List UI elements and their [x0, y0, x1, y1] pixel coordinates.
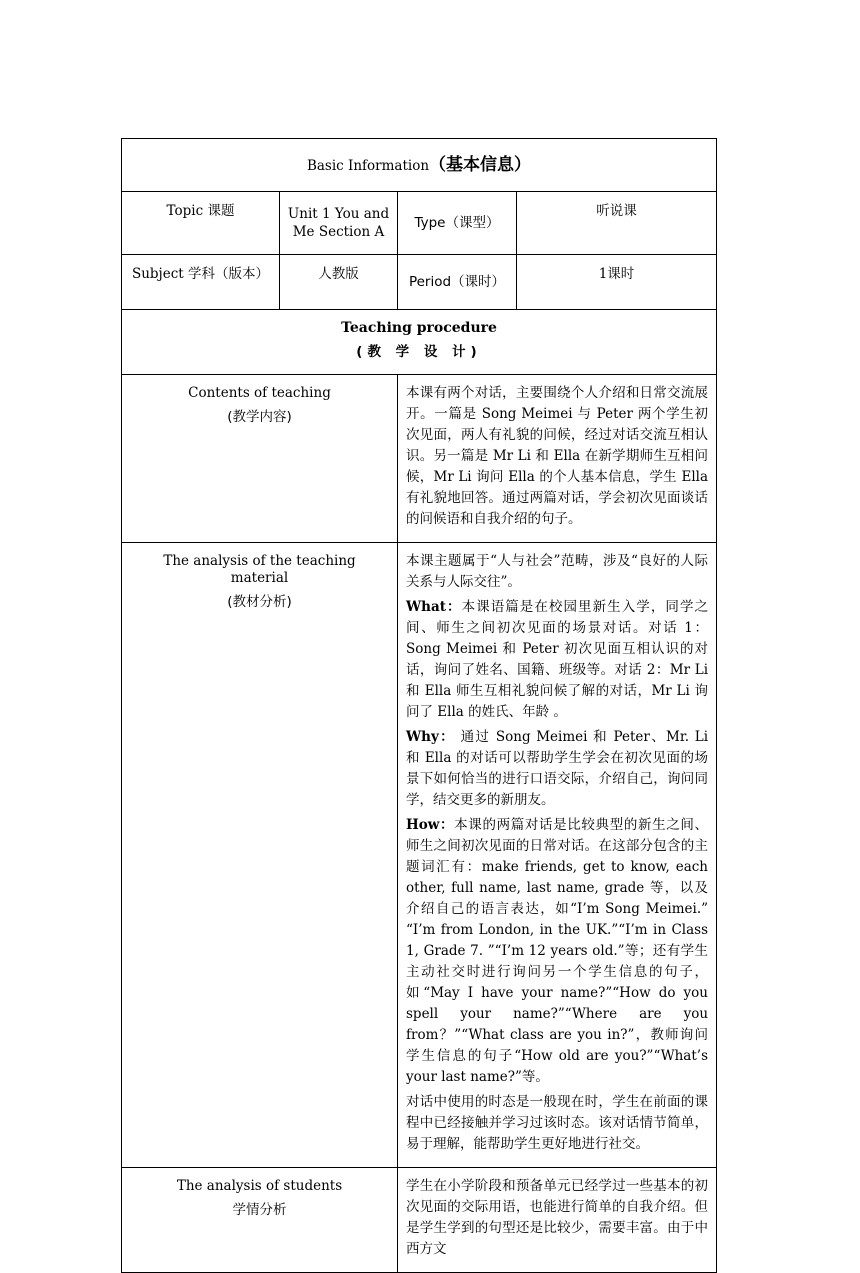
material-paragraph-3: [406, 727, 708, 811]
students-label-cn: 学情分析: [232, 1202, 287, 1218]
students-label-en: The analysis of students: [176, 1178, 343, 1194]
subject-label: Subject 学科（版本）: [122, 255, 280, 310]
material-paragraph-4: [406, 815, 708, 1088]
material-label-cn: (教材分析): [227, 594, 292, 610]
what-heading: What：: [406, 599, 462, 615]
why-heading: Why：: [406, 729, 455, 745]
material-paragraph-5: 对话中使用的时态是一般现在时，学生在前面的课程中已经接触并学习过该时态。该对话情节简单，易于理解，能帮助学生更好地进行社交。: [406, 1094, 709, 1152]
students-label-cell: [122, 1168, 398, 1273]
period-value: 1课时: [517, 255, 717, 310]
material-label-cell: [122, 543, 398, 1168]
students-body-cell: [398, 1168, 717, 1273]
material-body-cell: [398, 543, 717, 1168]
contents-label-cn: (教学内容): [227, 409, 292, 425]
type-value: 听说课: [517, 192, 717, 255]
how-text: 本课的两篇对话是比较典型的新生之间、师生之间初次见面的日常对话。在这部分包含的主题词汇有：make friends, get to know, each other, full name, last name, grade 等，以及介绍自己的语言表达，如“I’m Song Meimei.” “I’m from London, in the UK.”“I’m in Class 1, Grade 7. ”“I’m 12 years old.”等；还有学生主动社交时进行询问另一个学生信息的句子，如“May I have your name?”“How do you spell your name?”“Where are you from？”“What class are you in?”，教师询问学生信息的句子“How old are you?”“What’s your last name?”等。: [406, 817, 709, 1085]
lesson-plan-sheet: [121, 138, 716, 1273]
contents-body-cell: [398, 375, 717, 543]
material-label-en: The analysis of the teaching material: [163, 553, 356, 586]
material-paragraph-1: 本课主题属于“人与社会”范畴，涉及“良好的人际关系与人际交往”。: [406, 553, 709, 590]
students-text: 学生在小学阶段和预备单元已经学过一些基本的初次见面的交际用语，也能进行简单的自我介绍。但是学生学到的句型还是比较少，需要丰富。由于中西方文: [406, 1178, 709, 1257]
basic-info-title: [122, 139, 717, 192]
period-label: Period（课时）: [398, 255, 517, 310]
procedure-title-cn: (教 学 设 计): [356, 344, 482, 360]
material-paragraph-2: [406, 597, 708, 723]
contents-label-en: Contents of teaching: [188, 385, 331, 401]
type-label: Type（课型）: [398, 192, 517, 255]
title-en: Basic Information: [306, 157, 430, 174]
lesson-plan-table: [121, 138, 717, 1273]
teaching-procedure-header: [122, 310, 717, 375]
title-cn: （基本信息）: [429, 154, 532, 175]
procedure-title-en: Teaching procedure: [341, 320, 497, 336]
why-text: 通过 Song Meimei 和 Peter、Mr. Li 和 Ella 的对话可以帮助学生学会在初次见面的场景下如何恰当的进行口语交际，介绍自己，询问同学，结交更多的新朋友。: [406, 729, 709, 808]
contents-label-cell: [122, 375, 398, 543]
how-heading: How：: [406, 817, 455, 833]
contents-text: 本课有两个对话，主要围绕个人介绍和日常交流展开。一篇是 Song Meimei 与 Peter 两个学生初次见面，两人有礼貌的问候，经过对话交流互相认识。另一篇是 Mr Li 和 Ella 在新学期师生互相问候，Mr Li 询问 Ella 的个人基本信息，学生 Ella 有礼貌地回答。通过两篇对话，学会初次见面谈话的问候语和自我介绍的句子。: [406, 385, 709, 527]
topic-value: Unit 1 You and Me Section A: [280, 192, 398, 255]
what-text: 本课语篇是在校园里新生入学，同学之间、师生之间初次见面的场景对话。对话 1：Song Meimei 和 Peter 初次见面互相认识的对话，询问了姓名、国籍、班级等。对话 2：Mr Li 和 Ella 师生互相礼貌问候了解的对话，Mr Li 询问了 Ella 的姓氏、年龄 。: [406, 599, 709, 720]
topic-label: Topic 课题: [122, 192, 280, 255]
subject-value: 人教版: [280, 255, 398, 310]
